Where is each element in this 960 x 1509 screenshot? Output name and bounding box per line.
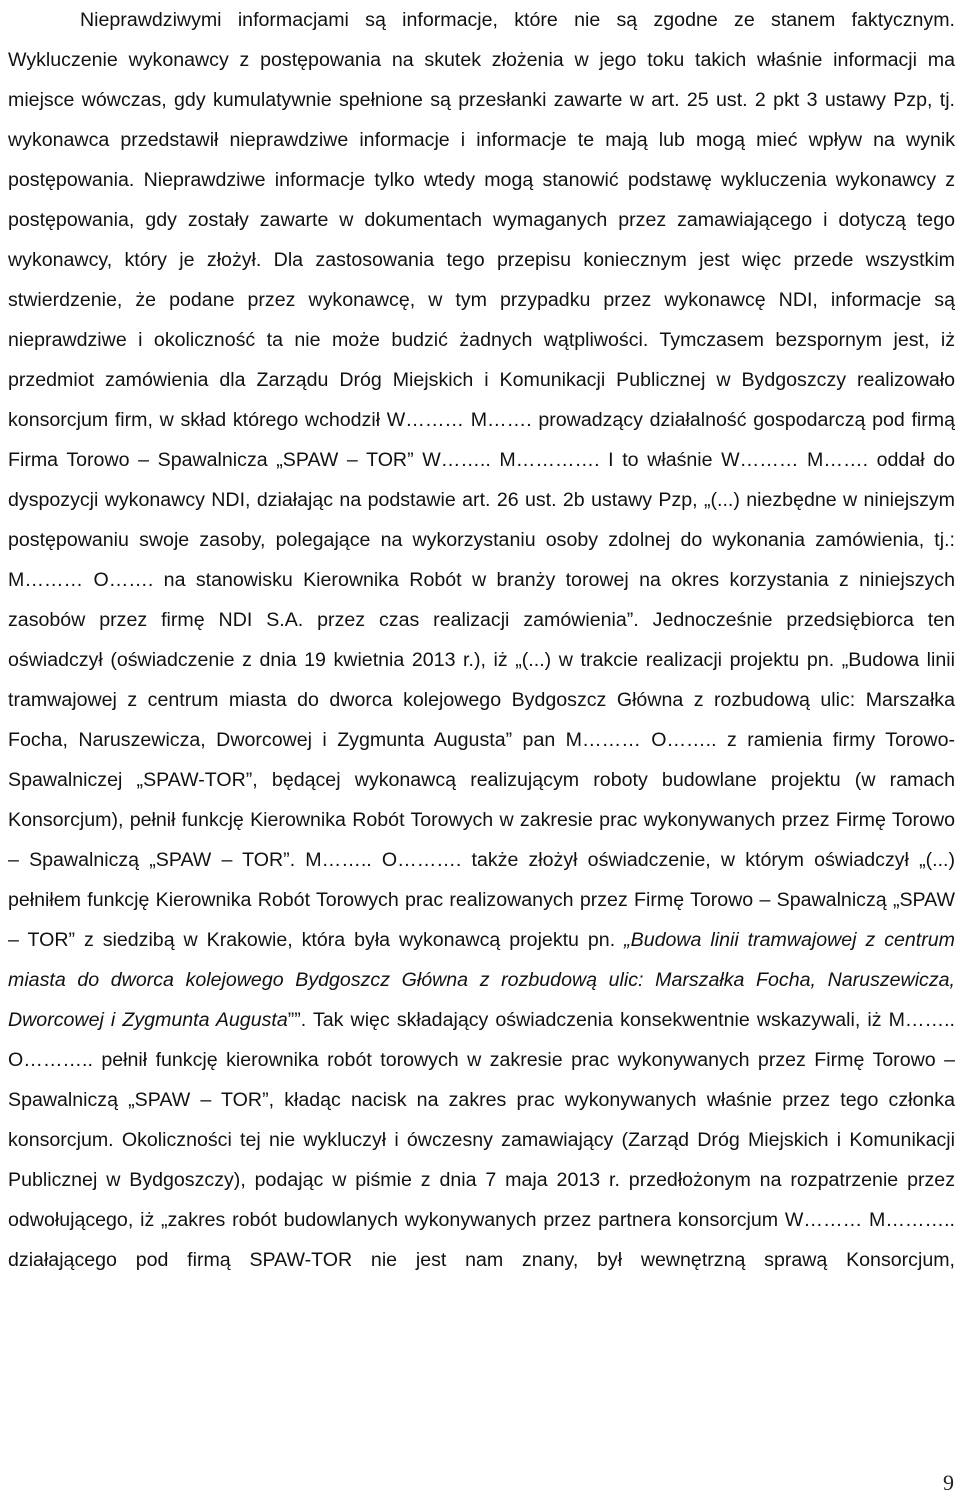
document-page bbox=[8, 0, 955, 1280]
paragraph-text-italic-quote: „Budowa linii tramwajowej z centrum miasta do dworca kolejowego Bydgoszcz Główna z rozbudową ulic: Marszałka Focha, Naruszewicza, Dworcowej i Zygmunta Augusta bbox=[8, 929, 955, 1031]
body-paragraph bbox=[8, 0, 955, 1280]
page-number: 9 bbox=[943, 1470, 954, 1495]
paragraph-text-part-2: ””. Tak więc składający oświadczenia konsekwentnie wskazywali, iż M…….. O……….. pełnił funkcję kierownika robót torowych w zakresie prac wykonywanych przez Firmę Torowo – Spawalniczą „SPAW – TOR”, kładąc nacisk na zakres prac wykonywanych właśnie przez tego członka konsorcjum. Okoliczności tej nie wykluczył i ówczesny zamawiający (Zarząd Dróg Miejskich i Komunikacji Publicznej w Bydgoszczy), podając w piśmie z dnia 7 maja 2013 r. przedłożonym na rozpatrzenie przez odwołującego, iż „zakres robót budowlanych wykonywanych przez partnera konsorcjum W……… M……….. działającego pod firmą SPAW-TOR nie jest nam znany, był wewnętrzną sprawą Konsorcjum, bbox=[8, 1009, 955, 1271]
paragraph-text-part-1: Nieprawdziwymi informacjami są informacje, które nie są zgodne ze stanem faktycznym. Wykluczenie wykonawcy z postępowania na skutek złożenia w jego toku takich właśnie informacji ma miejsce wówczas, gdy kumulatywnie spełnione są przesłanki zawarte w art. 25 ust. 2 pkt 3 ustawy Pzp, tj. wykonawca przedstawił nieprawdziwe informacje i informacje te mają lub mogą mieć wpływ na wynik postępowania. Nieprawdziwe informacje tylko wtedy mogą stanowić podstawę wykluczenia wykonawcy z postępowania, gdy zostały zawarte w dokumentach wymaganych przez zamawiającego i dotyczą tego wykonawcy, który je złożył. Dla zastosowania tego przepisu koniecznym jest więc przede wszystkim stwierdzenie, że podane przez wykonawcę, w tym przypadku przez wykonawcę NDI, informacje są nieprawdziwe i okoliczność ta nie może budzić żadnych wątpliwości. Tymczasem bezspornym jest, iż przedmiot zamówienia dla Zarządu Dróg Miejskich i Komunikacji Publicznej w Bydgoszczy realizowało konsorcjum firm, w skład którego wchodził W……… M……. prowadzący działalność gospodarczą pod firmą Firma Torowo – Spawalnicza „SPAW – TOR” W…….. M…………. I to właśnie W……… M……. oddał do dyspozycji wykonawcy NDI, działając na podstawie art. 26 ust. 2b ustawy Pzp, „(...) niezbędne w niniejszym postępowaniu swoje zasoby, polegające na wykorzystaniu osoby zdolnej do wykonania zamówienia, tj.: M……… O……. na stanowisku Kierownika Robót w branży torowej na okres korzystania z niniejszych zasobów przez firmę NDI S.A. przez czas realizacji zamówienia”. Jednocześnie przedsiębiorca ten oświadczył (oświadczenie z dnia 19 kwietnia 2013 r.), iż „(...) w trakcie realizacji projektu pn. „Budowa linii tramwajowej z centrum miasta do dworca kolejowego Bydgoszcz Główna z rozbudową ulic: Marszałka Focha, Naruszewicza, Dworcowej i Zygmunta Augusta” pan M……… O…….. z ramienia firmy Torowo-Spawalniczej „SPAW-TOR”, będącej wykonawcą realizującym roboty budowlane projektu (w ramach Konsorcjum), pełnił funkcję Kierownika Robót Torowych w zakresie prac wykonywanych przez Firmę Torowo – Spawalniczą „SPAW – TOR”. M…….. O………. także złożył oświadczenie, w którym oświadczył „(...) pełniłem funkcję Kierownika Robót Torowych prac realizowanych przez Firmę Torowo – Spawalniczą „SPAW – TOR” z siedzibą w Krakowie, która była wykonawcą projektu pn. bbox=[8, 9, 955, 951]
